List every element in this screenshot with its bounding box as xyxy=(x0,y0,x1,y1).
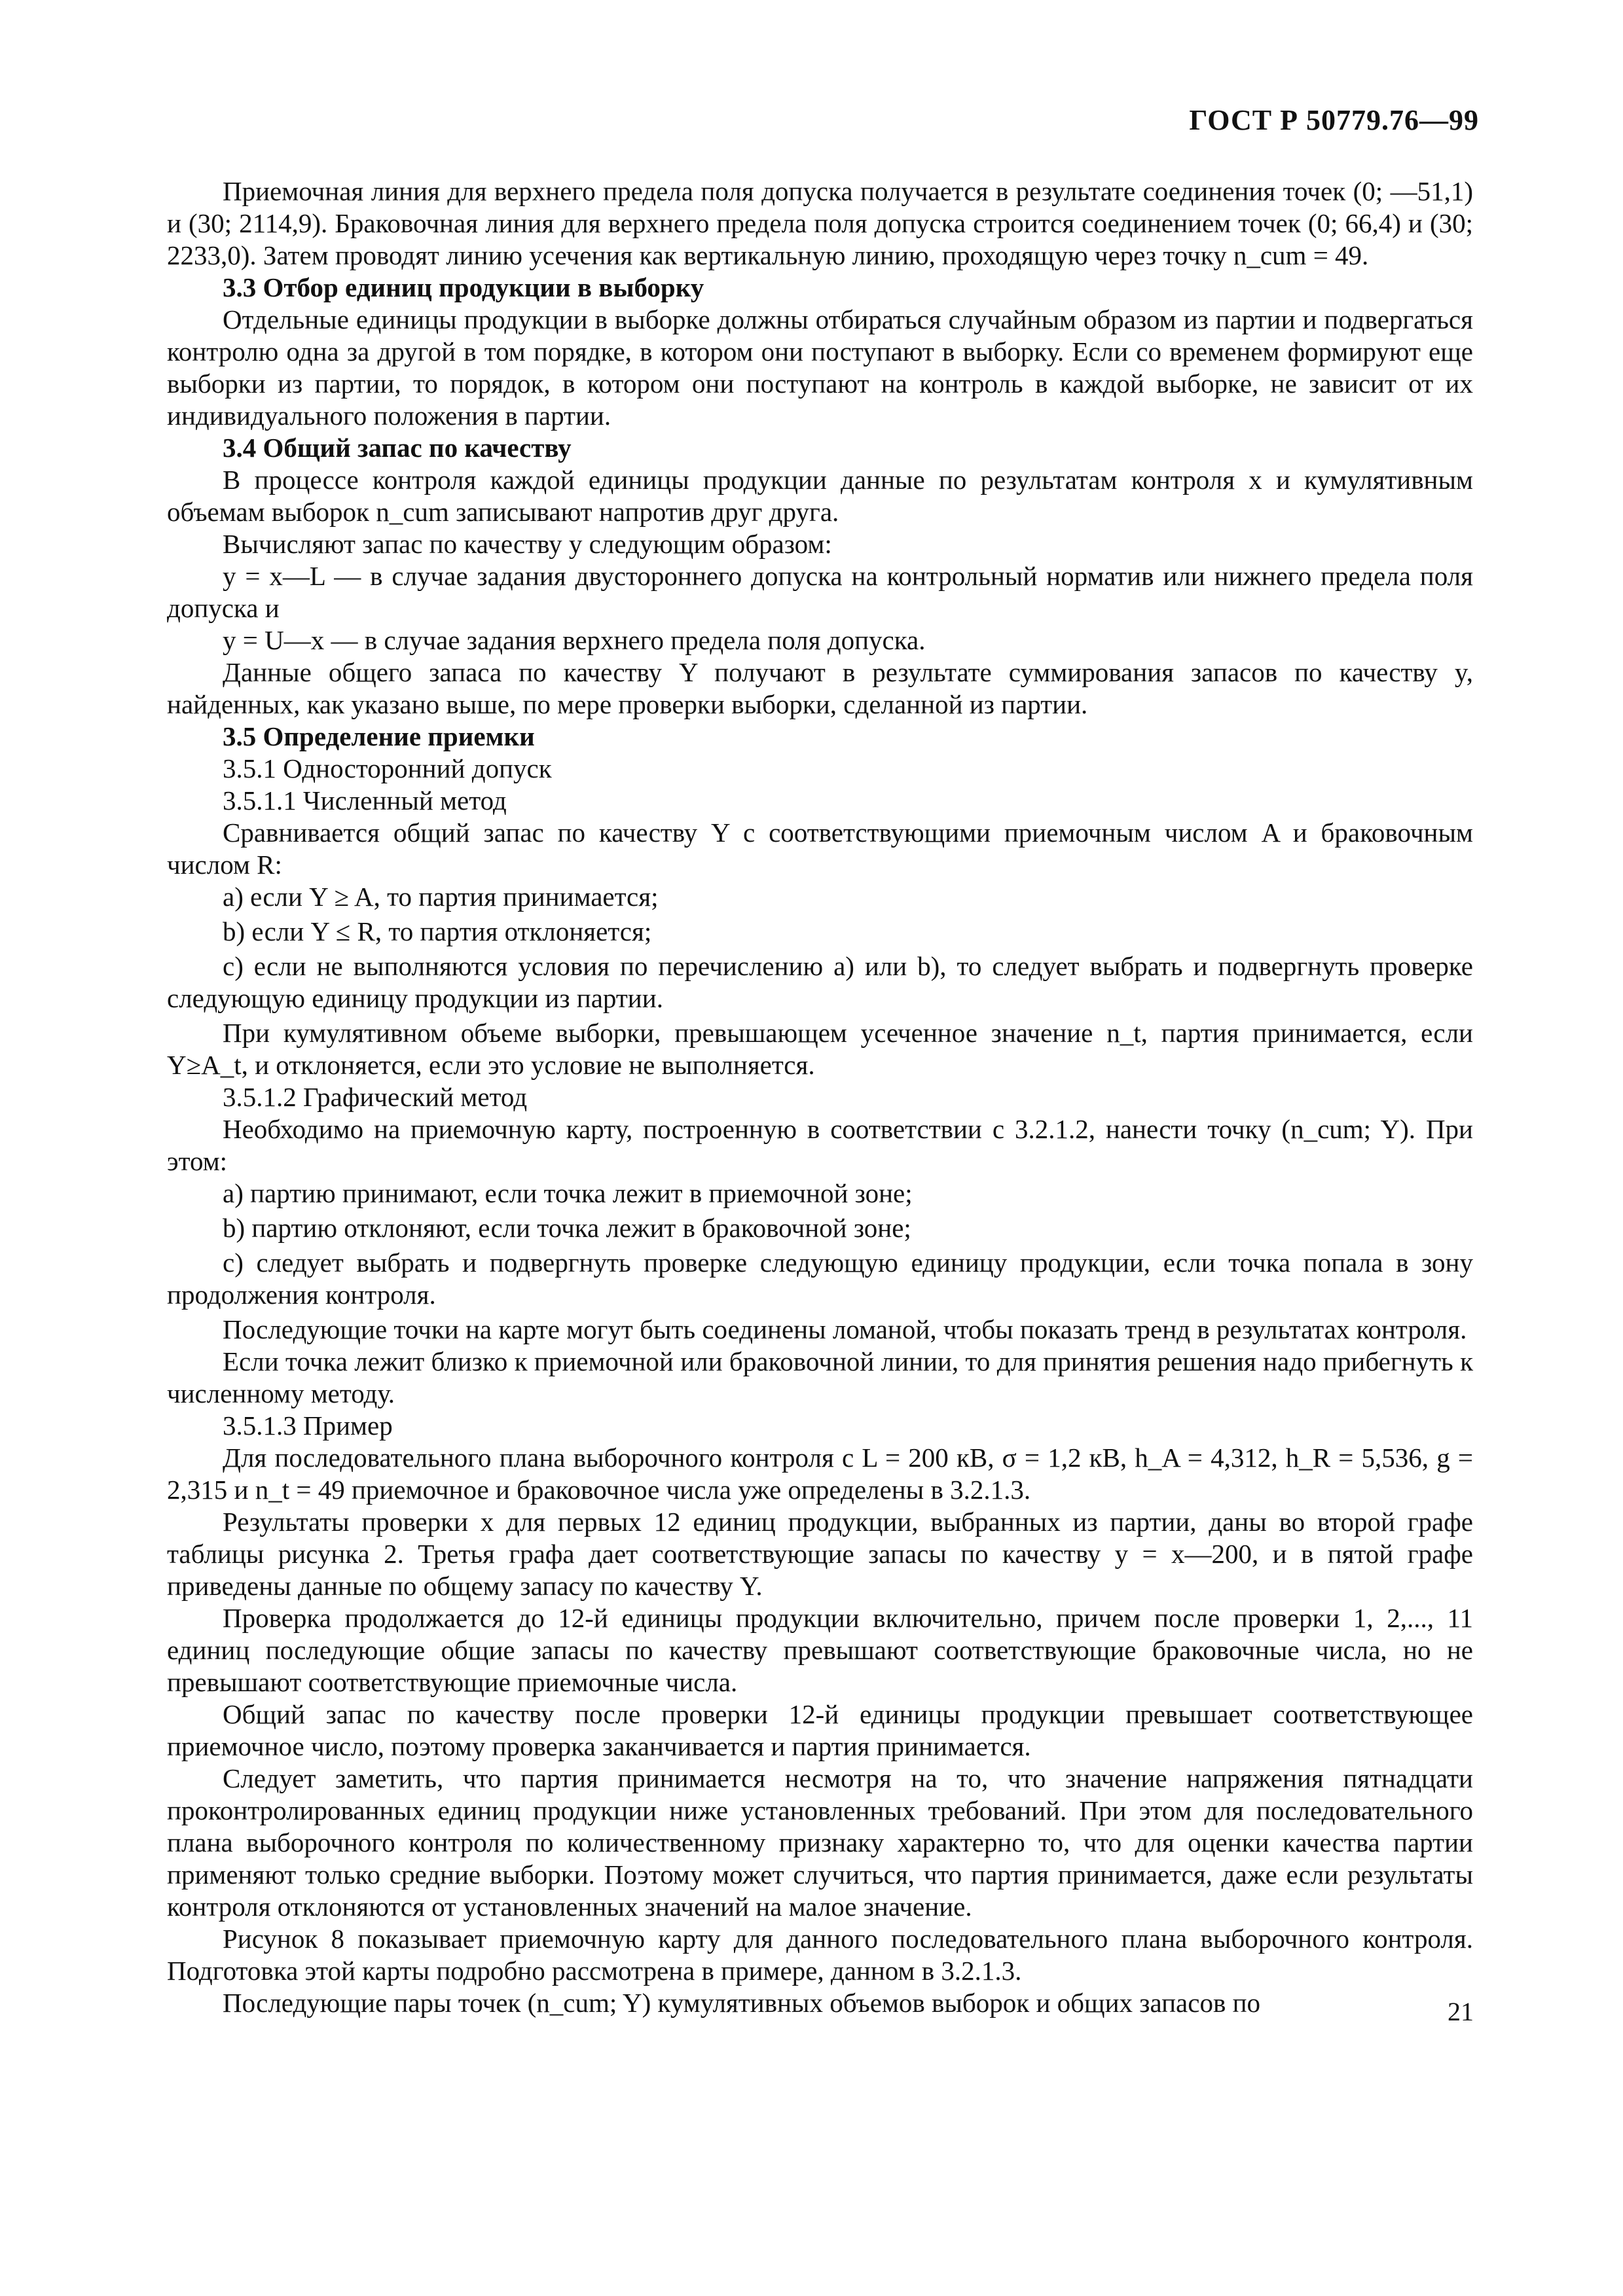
subsection-heading: 3.5.1.1 Численный метод xyxy=(223,785,507,816)
subsection-heading: 3.5.1.3 Пример xyxy=(223,1410,393,1441)
paragraph: y = U—x — в случае задания верхнего предела поля допуска. xyxy=(223,625,926,655)
list-item: b) партию отклоняют, если точка лежит в браковочной зоне; xyxy=(223,1213,911,1243)
list-item: a) партию принимают, если точка лежит в приемочной зоне; xyxy=(223,1178,913,1208)
paragraph: В процессе контроля каждой единицы продукции данные по результатам контроля x и кумулятивным объемам выборок n_cum записывают напротив друг друга. xyxy=(167,465,1473,527)
list-item: a) если Y ≥ A, то партия принимается; xyxy=(223,882,659,912)
paragraph: Данные общего запаса по качеству Y получают в результате суммирования запасов по качеству y, найденных, как указано выше, по мере проверки выборки, сделанной из партии. xyxy=(167,657,1473,719)
subsection-heading: 3.5.1.2 Графический метод xyxy=(223,1082,528,1112)
standard-header: ГОСТ Р 50779.76—99 xyxy=(1189,104,1479,136)
body-text xyxy=(167,175,1473,2019)
paragraph: Общий запас по качеству после проверки 12-й единицы продукции превышает соответствующее приемочное число, поэтому проверка заканчивается и партия принимается. xyxy=(167,1699,1473,1761)
paragraph: Сравнивается общий запас по качеству Y с соответствующими приемочным числом A и браковочным числом R: xyxy=(167,817,1473,880)
list-item: c) если не выполняются условия по перечислению a) или b), то следует выбрать и подвергнуть проверке следующую единицу продукции из партии. xyxy=(167,951,1473,1013)
paragraph: Последующие пары точек (n_cum; Y) кумулятивных объемов выборок и общих запасов по xyxy=(223,1988,1261,2018)
paragraph: Приемочная линия для верхнего предела поля допуска получается в результате соединения точек (0; —51,1) и (30; 2114,9). Браковочная линия для верхнего предела поля допуска строится соединением точек (0; 66,4) и (30; 2233,0). Затем проводят линию усечения как вертикальную линию, проходящую через точку n_cum = 49. xyxy=(167,176,1473,270)
paragraph: Последующие точки на карте могут быть соединены ломаной, чтобы показать тренд в результатах контроля. xyxy=(223,1314,1467,1344)
subsection-heading: 3.5.1 Односторонний допуск xyxy=(223,753,552,783)
paragraph: Для последовательного плана выборочного контроля с L = 200 кВ, σ = 1,2 кВ, h_A = 4,312, h_R = 5,536, g = 2,315 и n_t = 49 приемочное и браковочное числа уже определены в 3.2.1.3. xyxy=(167,1443,1473,1505)
section-heading: 3.3 Отбор единиц продукции в выборку xyxy=(223,272,704,302)
paragraph: y = x—L — в случае задания двустороннего допуска на контрольный норматив или нижнего предела поля допуска и xyxy=(167,561,1473,623)
paragraph: При кумулятивном объеме выборки, превышающем усеченное значение n_t, партия принимается, если Y≥A_t, и отклоняется, если это условие не выполняется. xyxy=(167,1018,1473,1080)
section-heading: 3.5 Определение приемки xyxy=(223,721,535,751)
paragraph: Если точка лежит близко к приемочной или браковочной линии, то для принятия решения надо прибегнуть к численному методу. xyxy=(167,1346,1473,1408)
paragraph: Вычисляют запас по качеству y следующим образом: xyxy=(223,529,832,559)
list-item: b) если Y ≤ R, то партия отклоняется; xyxy=(223,916,652,946)
paragraph: Проверка продолжается до 12-й единицы продукции включительно, причем после проверки 1, 2,..., 11 единиц последующие общие запасы по качеству превышают соответствующие браковочные числа, но не превышают соответствующие приемочные числа. xyxy=(167,1603,1473,1697)
paragraph: Отдельные единицы продукции в выборке должны отбираться случайным образом из партии и подвергаться контролю одна за другой в том порядке, в котором они поступают в выборку. Если со временем формируют еще выборки из партии, то порядок, в котором они поступают на контроль в каждой выборке, не зависит от их индивидуального положения в партии. xyxy=(167,304,1473,431)
paragraph: Результаты проверки x для первых 12 единиц продукции, выбранных из партии, даны во второй графе таблицы рисунка 2. Третья графа дает соответствующие запасы по качеству y = x—200, и в пятой графе приведены данные по общему запасу по качеству Y. xyxy=(167,1507,1473,1601)
paragraph: Необходимо на приемочную карту, построенную в соответствии с 3.2.1.2, нанести точку (n_cum; Y). При этом: xyxy=(167,1114,1473,1176)
paragraph: Следует заметить, что партия принимается несмотря на то, что значение напряжения пятнадцати проконтролированных единиц продукции ниже установленных требований. При этом для последовательного плана выборочного контроля по количественному признаку характерно то, что для оценки качества партии применяют только средние выборки. Поэтому может случиться, что партия принимается, даже если результаты контроля отклоняются от установленных значений на малое значение. xyxy=(167,1763,1473,1922)
section-heading: 3.4 Общий запас по качеству xyxy=(223,433,572,463)
page-number: 21 xyxy=(1448,1997,1474,2026)
paragraph: Рисунок 8 показывает приемочную карту для данного последовательного плана выборочного контроля. Подготовка этой карты подробно рассмотрена в примере, данном в 3.2.1.3. xyxy=(167,1924,1473,1986)
list-item: c) следует выбрать и подвергнуть проверке следующую единицу продукции, если точка попала в зону продолжения контроля. xyxy=(167,1247,1473,1310)
